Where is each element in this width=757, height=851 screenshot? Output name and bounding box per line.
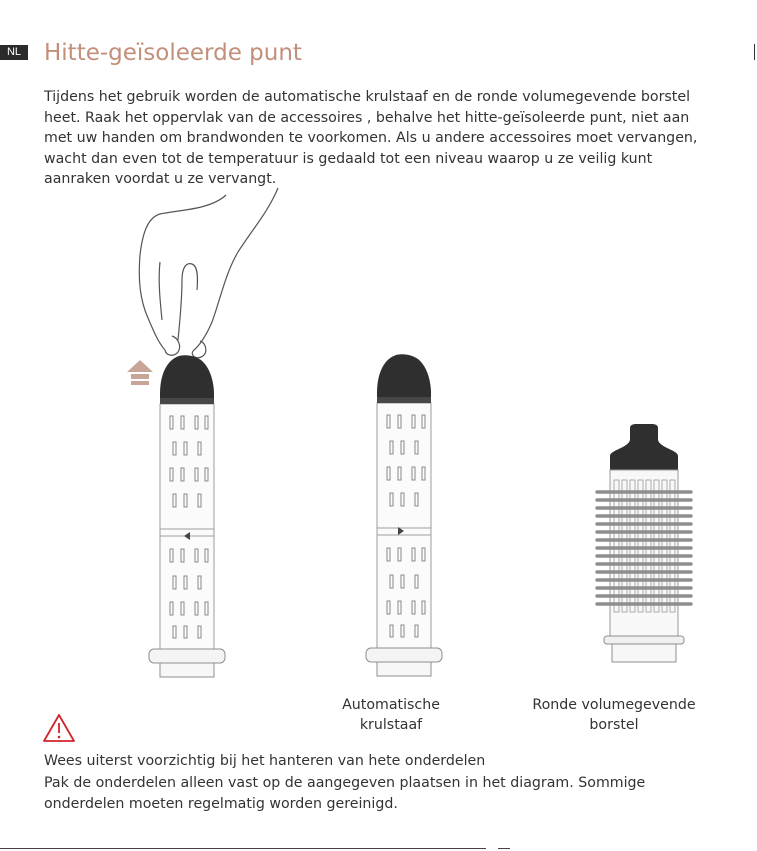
warning-line-1: Wees uiterst voorzichtig bij het hanteren van hete onderdelen [44, 753, 486, 769]
warning-text [44, 751, 724, 816]
footer-tick [498, 848, 510, 849]
accessory-diagram [0, 180, 757, 690]
language-tag: NL [0, 45, 28, 60]
caption-curler-line2: krulstaaf [359, 717, 423, 733]
caption-round-brush [512, 695, 716, 735]
caption-curler-line1: Automatische [342, 697, 440, 713]
round-brush [597, 424, 691, 662]
footer-rule [0, 848, 486, 849]
warning-line-2: Pak de onderdelen alleen vast op de aangegeven plaatsen in het diagram. Sommige [44, 774, 646, 791]
caption-brush-line2: borstel [589, 717, 639, 733]
warning-line-3: onderdelen moeten regelmatig worden gereinigd. [44, 796, 398, 812]
lift-arrow-icon [127, 360, 153, 385]
page-title: Hitte-geïsoleerde punt [44, 40, 302, 66]
caption-automatic-curler [316, 695, 466, 735]
edge-mark [754, 44, 755, 60]
curler-left [149, 355, 225, 677]
warning-icon [41, 712, 77, 744]
caption-brush-line1: Ronde volumegevende [532, 697, 696, 713]
curler-middle [366, 354, 442, 676]
hand-illustration [139, 188, 278, 358]
intro-paragraph: Tijdens het gebruik worden de automatische krulstaaf en de ronde volumegevende borstel heet. Raak het oppervlak van de accessoires , behalve het hitte-geïsoleerde punt, niet aan met uw handen om brandwonden te voorkomen. Als u andere accessoires moet vervangen, wacht dan even tot de temperatuur is gedaald tot een niveau waarop u ze veilig kunt aanraken voordat u ze vervangt. [44, 89, 698, 188]
